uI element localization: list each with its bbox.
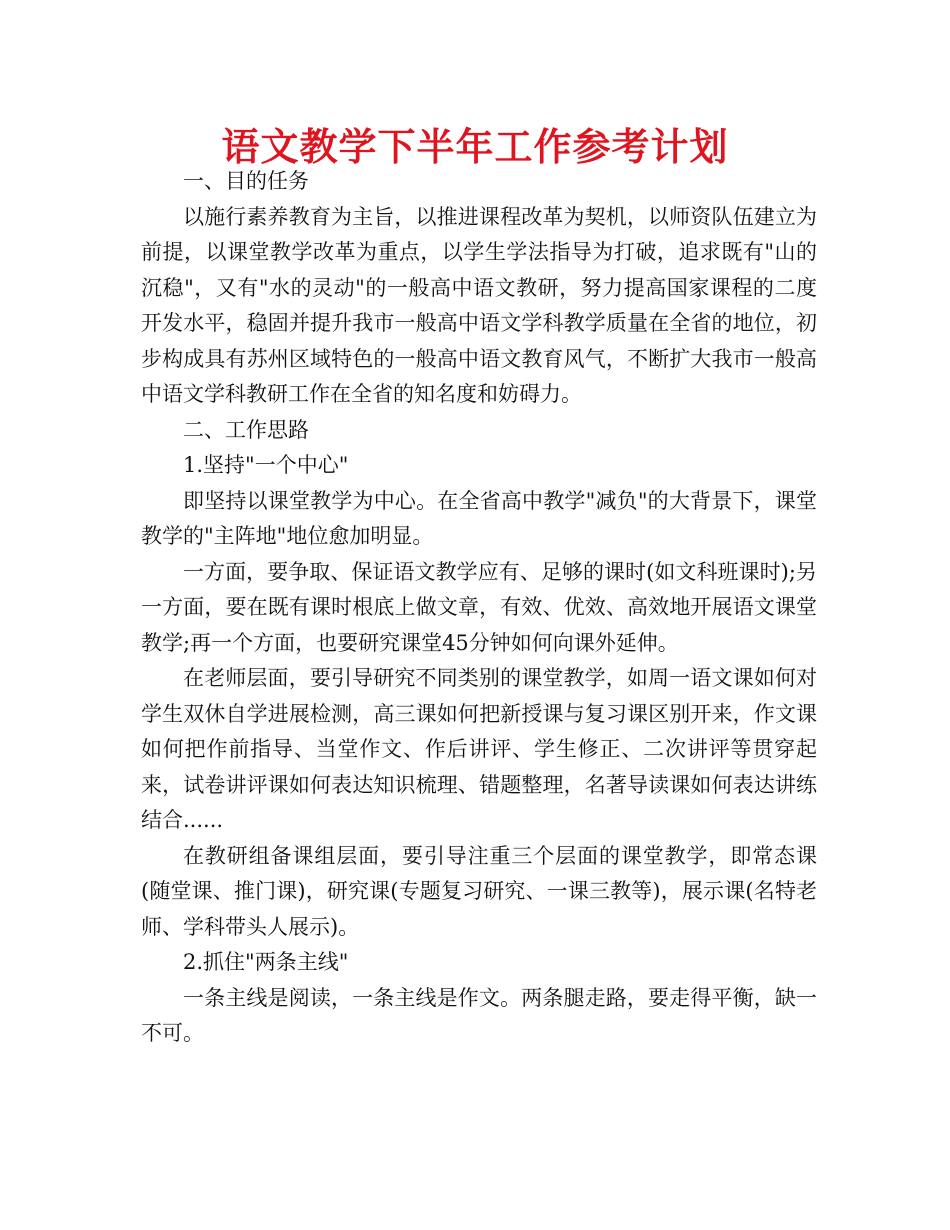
paragraph: 一方面，要争取、保证语文教学应有、足够的课时(如文科班课时);另一方面，要在既有课时根底上做文章，有效、优效、高效地开展语文课堂教学;再一个方面，也要研究课堂45分钟如何向课外延伸。	[141, 559, 817, 655]
paragraph: 即坚持以课堂教学为中心。在全省高中教学"减负"的大背景下，课堂教学的"主阵地"地位愈加明显。	[141, 488, 817, 548]
section-heading-ideas: 二、工作思路	[183, 417, 309, 442]
paragraph: 在老师层面，要引导研究不同类别的课堂教学，如周一语文课如何对学生双休自学进展检测，高三课如何把新授课与复习课区别开来，作文课如何把作前指导、当堂作文、作后讲评、学生修正、二次讲评等贯穿起来，试卷讲评课如何表达知识梳理、错题整理，名著导读课如何表达讲练结合......	[141, 666, 817, 832]
paragraph: 在教研组备课组层面，要引导注重三个层面的课堂教学，即常态课(随堂课、推门课)，研究课(专题复习研究、一课三教等)，展示课(名特老师、学科带头人展示)。	[141, 843, 817, 939]
paragraph: 一条主线是阅读，一条主线是作文。两条腿走路，要走得平衡，缺一不可。	[141, 985, 817, 1045]
subheading-two-lines: 2.抓住"两条主线"	[183, 950, 349, 974]
subheading-one-center: 1.坚持"一个中心"	[183, 453, 349, 477]
document-title: 语文教学下半年工作参考计划	[221, 125, 729, 169]
document-body	[141, 164, 817, 1052]
paragraph: 以施行素养教育为主旨，以推进课程改革为契机，以师资队伍建立为前提，以课堂教学改革为重点，以学生学法指导为打破，追求既有"山的沉稳"，又有"水的灵动"的一般高中语文教研，努力提高国家课程的二度开发水平，稳固并提升我市一般高中语文学科教学质量在全省的地位，初步构成具有苏州区域特色的一般高中语文教育风气，不断扩大我市一般高中语文学科教研工作在全省的知名度和妨碍力。	[141, 204, 817, 406]
section-heading-goals: 一、目的任务	[183, 169, 309, 193]
